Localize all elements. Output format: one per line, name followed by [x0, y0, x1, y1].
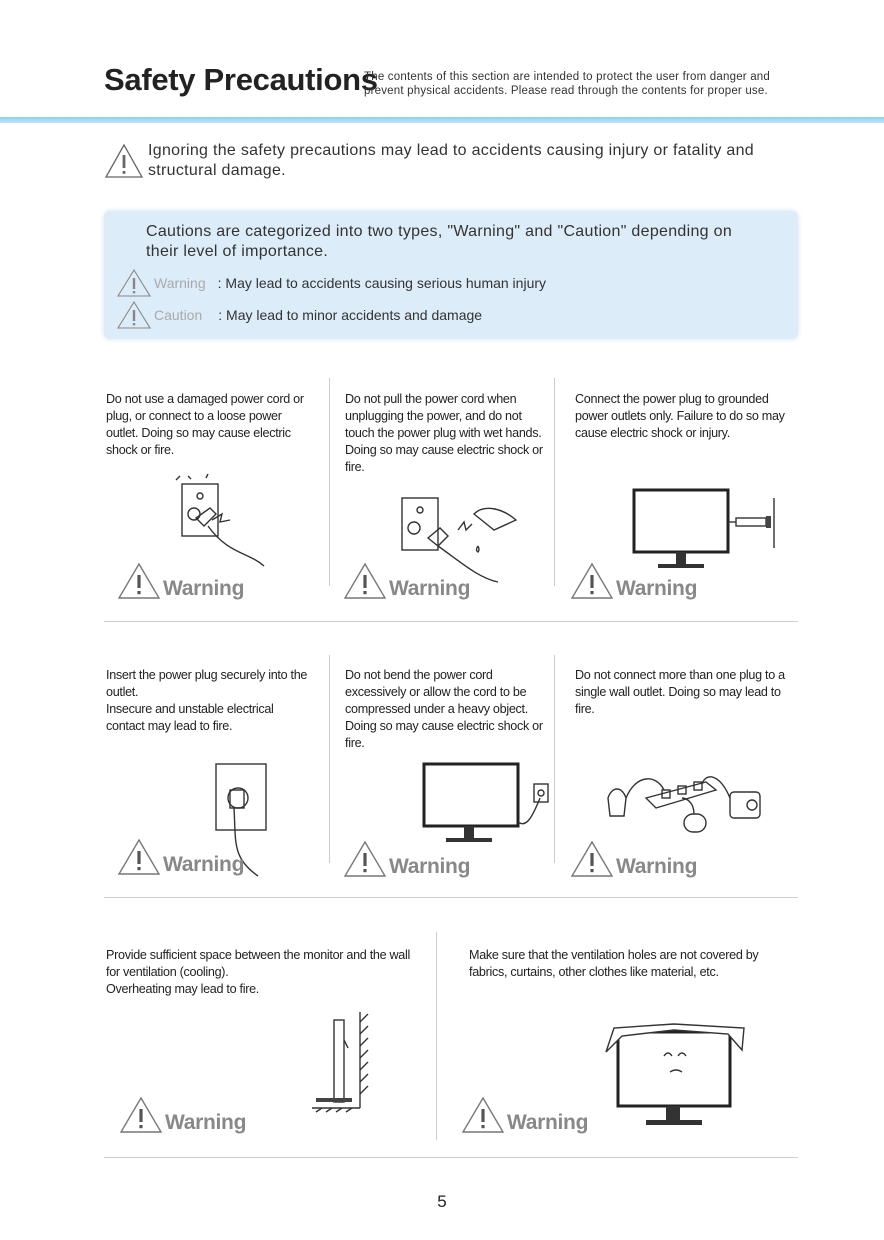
column-divider — [554, 655, 555, 863]
warning-triangle-icon — [117, 838, 161, 876]
warning-label: Warning — [389, 577, 471, 600]
warning-badge — [461, 1096, 588, 1134]
header-divider — [0, 117, 884, 123]
intro-text: Ignoring the safety precautions may lead to accidents causing injury or fatality and structural damage. — [148, 142, 754, 179]
warning-badge — [119, 1096, 246, 1134]
item-7-text: Provide sufficient space between the monitor and the wall for ventilation (cooling). Overheating may lead to fire. — [106, 948, 410, 996]
warning-label: Warning — [616, 577, 698, 600]
warning-badge — [117, 838, 244, 876]
legend-warning — [116, 268, 546, 298]
warning-triangle-icon — [570, 840, 614, 878]
legend-caution-desc: : May lead to minor accidents and damage — [218, 307, 483, 323]
caution-triangle-icon — [116, 300, 154, 330]
warning-triangle-icon — [343, 840, 387, 878]
monitor-cord-icon — [422, 762, 552, 846]
warning-triangle-icon — [104, 143, 144, 179]
warning-label: Warning — [165, 1111, 247, 1134]
warning-badge — [343, 562, 470, 600]
item-4-text: Insert the power plug securely into the outlet. Insecure and unstable electrical contact may lead to fire. — [106, 668, 308, 733]
warning-label: Warning — [389, 855, 471, 878]
column-divider — [436, 932, 437, 1140]
page-subtitle: The contents of this section are intended to protect the user from danger and prevent physical accidents. Please read through the contents for proper use. — [364, 71, 770, 97]
warning-badge — [570, 840, 697, 878]
column-divider — [329, 378, 330, 586]
legend-warning-label: Warning — [154, 275, 206, 291]
row-divider — [104, 897, 798, 898]
category-text: Cautions are categorized into two types, "Warning" and "Caution" depending on their level of importance. — [146, 223, 733, 260]
overloaded-outlet-icon — [606, 768, 766, 848]
warning-badge — [117, 562, 244, 600]
legend-caution — [116, 300, 482, 330]
item-6-text: Do not connect more than one plug to a single wall outlet. Doing so may lead to fire. — [575, 668, 785, 716]
item-1-text: Do not use a damaged power cord or plug, or connect to a loose power outlet. Doing so may cause electric shock or fire. — [106, 392, 304, 457]
warning-triangle-icon — [570, 562, 614, 600]
legend-caution-label: Caution — [154, 307, 203, 323]
page-title: Safety Precautions — [104, 62, 378, 97]
page-number: 5 — [437, 1192, 447, 1211]
item-3-text: Connect the power plug to grounded power outlets only. Failure to do so may cause electric shock or injury. — [575, 392, 785, 440]
warning-label: Warning — [616, 855, 698, 878]
warning-label: Warning — [163, 577, 245, 600]
warning-triangle-icon — [343, 562, 387, 600]
legend-warning-desc: : May lead to accidents causing serious human injury — [217, 275, 547, 291]
item-8-text: Make sure that the ventilation holes are not covered by fabrics, curtains, other clothes like material, etc. — [469, 948, 759, 979]
warning-badge — [570, 562, 697, 600]
warning-triangle-icon — [119, 1096, 163, 1134]
grounded-monitor-icon — [632, 488, 782, 573]
column-divider — [554, 378, 555, 586]
warning-label: Warning — [163, 853, 245, 876]
row-divider — [104, 1157, 798, 1158]
warning-triangle-icon — [116, 268, 154, 298]
warning-triangle-icon — [461, 1096, 505, 1134]
row-divider — [104, 621, 798, 622]
warning-badge — [343, 840, 470, 878]
warning-triangle-icon — [117, 562, 161, 600]
monitor-wall-side-icon — [312, 1012, 376, 1112]
column-divider — [329, 655, 330, 863]
item-2-text: Do not pull the power cord when unplugging the power, and do not touch the power plug with wet hands. Doing so may cause electric shock or fire. — [345, 392, 543, 474]
covered-monitor-icon — [604, 1022, 748, 1130]
item-5-text: Do not bend the power cord excessively or allow the cord to be compressed under a heavy object. Doing so may cause electric shock or fire. — [345, 668, 543, 750]
warning-label: Warning — [507, 1111, 589, 1134]
